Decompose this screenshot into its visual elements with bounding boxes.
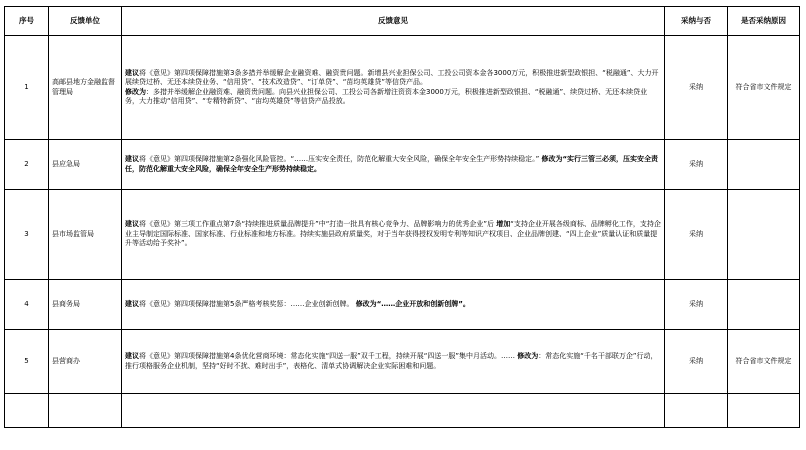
- row-reason: [728, 140, 800, 190]
- table-row: [5, 330, 800, 394]
- row-adopted: 采纳: [665, 280, 728, 330]
- row-number: 4: [5, 280, 49, 330]
- row-number: [5, 394, 49, 428]
- row-number: 5: [5, 330, 49, 394]
- row-reason: 符合省市文件规定: [728, 36, 800, 140]
- row-unit: 县市场监管局: [49, 190, 122, 280]
- suggestion-text: 将《意见》第三项工作重点第7条“持续推进质量品牌提升”中“打造一批具有核心竞争力、品牌影响力的优秀企业”后: [139, 220, 494, 229]
- row-reason: 符合省市文件规定: [728, 330, 800, 394]
- row-number: 1: [5, 36, 49, 140]
- feedback-table: [4, 6, 800, 428]
- row-number: 2: [5, 140, 49, 190]
- row-reason: [728, 394, 800, 428]
- header-adopted: 采纳与否: [665, 7, 728, 36]
- suggestion-text: 将《意见》第四项保障措施第3条多措并举缓解企业融资难、融资贵问题。新增县兴业担保公司、工投公司资本金各3000万元，积极推进新型政银担、“税融通”、大力开展续贷过桥、无还本续贷业务、“信用贷”、“技术改造贷”、“订单贷”、“苗均英雄贷”等信贷产品。: [125, 68, 659, 87]
- row-reason: [728, 280, 800, 330]
- header-reason: 是否采纳原因: [728, 7, 800, 36]
- row-opinion: [122, 280, 665, 330]
- row-opinion: [122, 330, 665, 394]
- suggestion-text: 将《意见》第四项保障措施第4条优化营商环境：常态化实施“四送一服”双千工程，持续开展“四送一服”集中月活动。……: [139, 352, 515, 361]
- table-row: [5, 394, 800, 428]
- row-opinion: [122, 394, 665, 428]
- row-number: 3: [5, 190, 49, 280]
- suggestion-lead: 建议: [125, 299, 139, 308]
- suggestion-text: 将《意见》第四项保障措施第5条严格考核奖惩：……企业创新创牌。: [139, 299, 354, 308]
- row-adopted: [665, 394, 728, 428]
- modification-lead: 修改为: [541, 155, 563, 164]
- row-unit: 县商务局: [49, 280, 122, 330]
- modification-text: “支持企业开展各级商标、品牌孵化工作，支持企业主导制定国际标准、国家标准、行业标准和地方标准。持续实施县政府质量奖，对于当年获得授权发明专利等知识产权项目、企业品牌创建、“四上企业”质量认证和质量提升等活动给予奖补”。: [125, 220, 661, 248]
- suggestion-text: 将《意见》第四项保障措施第2条强化风险管控。“……压实安全责任，防范化解重大安全风险，确保全年安全生产形势持续稳定。”: [139, 155, 540, 164]
- header-unit: 反馈单位: [49, 7, 122, 36]
- header-opinion: 反馈意见: [122, 7, 665, 36]
- suggestion-lead: 建议: [125, 220, 139, 229]
- suggestion-lead: 建议: [125, 68, 139, 77]
- row-opinion: [122, 140, 665, 190]
- table-row: [5, 280, 800, 330]
- header-no: 序号: [5, 7, 49, 36]
- header-row: [5, 7, 800, 36]
- row-adopted: 采纳: [665, 140, 728, 190]
- row-unit: 县应急局: [49, 140, 122, 190]
- modification-lead: 修改为: [125, 87, 146, 96]
- modification-lead: 修改为: [517, 352, 539, 361]
- modification-text: ：常态化实施“千名干部联万企”行动，推行项格服务企业机制，坚持“好时不扰、难时出手”，表格化、清单式协调解决企业实际困难和问题。: [125, 352, 658, 370]
- row-unit: 高邮县地方金融监督管理局: [49, 36, 122, 140]
- modification-lead: 增加: [496, 220, 511, 229]
- row-unit: [49, 394, 122, 428]
- table-row: [5, 190, 800, 280]
- modification-text: ：多措并举缓解企业融资难、融资贵问题。向县兴业担保公司、工投公司各新增注资资本金3000万元，积极推进新型政银担、“税融通”、续贷过桥、无还本续贷业务，大力推动“信用贷”、“专精特新贷”、“亩均英雄贷”等信贷产品投放。: [125, 87, 648, 105]
- suggestion-lead: 建议: [125, 352, 139, 361]
- table-row: [5, 36, 800, 140]
- modification-lead: 修改为: [355, 299, 377, 308]
- row-unit: 县营商办: [49, 330, 122, 394]
- modification-text: “实行三管三必须，压实安全责任，防范化解重大安全风险，确保全年安全生产形势持续稳定。: [125, 155, 659, 173]
- table-row: [5, 140, 800, 190]
- row-opinion: [122, 36, 665, 140]
- row-adopted: 采纳: [665, 190, 728, 280]
- row-reason: [728, 190, 800, 280]
- modification-text: “……企业开放和创新创牌”。: [376, 299, 470, 308]
- row-adopted: 采纳: [665, 330, 728, 394]
- row-adopted: 采纳: [665, 36, 728, 140]
- suggestion-lead: 建议: [125, 155, 139, 164]
- row-opinion: [122, 190, 665, 280]
